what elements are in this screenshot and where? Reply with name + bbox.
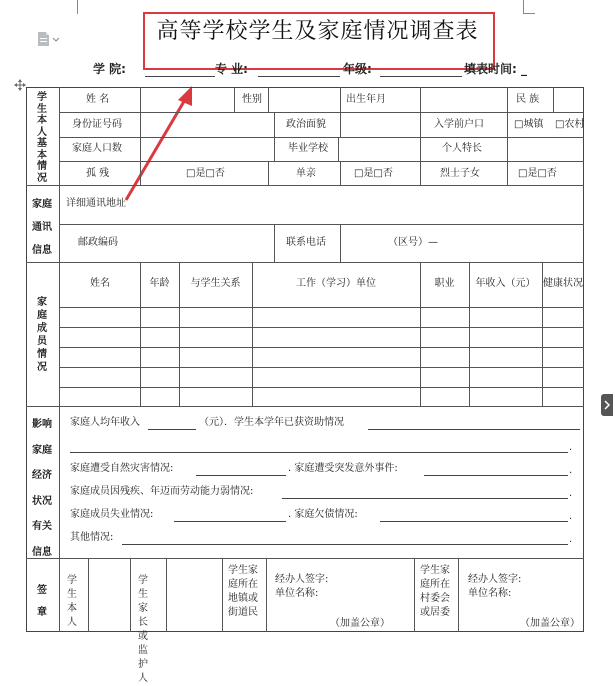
page-corner-mark-left bbox=[77, 0, 78, 14]
line4-end-dot: . bbox=[569, 511, 573, 522]
col-line bbox=[340, 161, 341, 185]
debt-field[interactable] bbox=[380, 521, 568, 522]
school-field[interactable] bbox=[145, 76, 215, 77]
section-divider bbox=[26, 558, 584, 559]
orphan-checkbox[interactable]: □是□否 bbox=[186, 168, 225, 179]
address-label: 详细通讯地址 bbox=[66, 198, 126, 209]
birth-label: 出生年月 bbox=[346, 94, 386, 105]
page-corner-mark-right bbox=[523, 0, 524, 14]
col-line bbox=[268, 161, 269, 185]
ethnicity-label: 民 族 bbox=[516, 94, 540, 105]
school-grad-label: 毕业学校 bbox=[288, 143, 328, 154]
line3-end-dot: . bbox=[569, 488, 573, 499]
unemployment-field[interactable] bbox=[174, 521, 286, 522]
col-line bbox=[340, 224, 341, 262]
aid-field-line2[interactable] bbox=[70, 452, 568, 453]
zip-label: 邮政编码 bbox=[78, 237, 118, 248]
family-col-name: 姓名 bbox=[90, 278, 110, 289]
street-unit-label: 单位名称: bbox=[275, 588, 319, 599]
accident-field[interactable] bbox=[424, 475, 568, 476]
col-line bbox=[268, 87, 269, 112]
debt-label: . 家庭欠债情况: bbox=[288, 509, 358, 520]
aid-label: （元）．学生本学年已获资助情况 bbox=[199, 417, 344, 428]
col-line bbox=[420, 161, 421, 185]
col-line bbox=[420, 112, 421, 161]
street-stamp-label: （加盖公章） bbox=[330, 618, 390, 629]
line1-end-dot: . bbox=[569, 442, 573, 453]
gender-label: 性别 bbox=[242, 94, 262, 105]
street-office-label: 学生家庭所在地镇或街道民 bbox=[228, 565, 258, 618]
page-corner-mark-right-h bbox=[523, 13, 535, 14]
document-icon[interactable] bbox=[36, 31, 62, 51]
section-divider bbox=[26, 406, 584, 407]
unemployment-label: 家庭成员失业情况: bbox=[70, 509, 154, 520]
family-col-employer: 工作（学习）单位 bbox=[296, 278, 376, 289]
row-line bbox=[59, 161, 584, 162]
disaster-field[interactable] bbox=[196, 475, 286, 476]
page-title: 高等学校学生及家庭情况调查表 bbox=[156, 19, 479, 44]
phone-label: 联系电话 bbox=[286, 237, 326, 248]
row-line bbox=[59, 367, 584, 368]
grade-field[interactable] bbox=[380, 76, 462, 77]
accident-label: . 家庭遭受突发意外事件: bbox=[288, 463, 398, 474]
row-line bbox=[59, 112, 584, 113]
col-line bbox=[507, 87, 508, 112]
expand-arrow-icon[interactable] bbox=[601, 394, 613, 416]
section-divider bbox=[26, 262, 584, 263]
row-line bbox=[59, 387, 584, 388]
major-label: 专 业: bbox=[215, 62, 248, 76]
section4-label: 影响家庭经济状况有关信息 bbox=[32, 419, 52, 558]
line2-end-dot: . bbox=[569, 465, 573, 476]
col-line bbox=[553, 87, 554, 112]
family-col-health: 健康状况 bbox=[543, 278, 583, 289]
income-label: 家庭人均年收入 bbox=[70, 417, 140, 428]
disaster-label: 家庭遭受自然灾害情况: bbox=[70, 463, 174, 474]
col-line bbox=[340, 87, 341, 112]
area-code-label: （区号）— bbox=[388, 237, 438, 248]
label-column-line bbox=[59, 87, 60, 632]
family-col-relation: 与学生关系 bbox=[190, 278, 241, 289]
table-move-icon[interactable] bbox=[14, 76, 26, 88]
col-line bbox=[414, 558, 415, 632]
id-number-label: 身份证号码 bbox=[72, 119, 122, 130]
village-stamp-label: （加盖公章） bbox=[520, 618, 580, 629]
col-line bbox=[130, 558, 131, 632]
col-line bbox=[507, 161, 508, 185]
row-line bbox=[59, 137, 584, 138]
col-line bbox=[266, 558, 267, 632]
rural-checkbox[interactable]: □农村 bbox=[555, 119, 585, 130]
col-line bbox=[340, 112, 341, 137]
col-line bbox=[338, 137, 339, 161]
name-label: 姓 名 bbox=[86, 94, 110, 105]
col-line bbox=[234, 87, 235, 112]
disability-field[interactable] bbox=[282, 498, 568, 499]
col-line bbox=[222, 558, 223, 632]
section1-label: 学生本人基本情况 bbox=[37, 92, 47, 184]
col-line bbox=[274, 224, 275, 262]
col-line bbox=[140, 87, 141, 185]
fill-time-label: 填表时间: _ bbox=[464, 62, 527, 76]
other-field[interactable] bbox=[122, 544, 568, 545]
orphan-label: 孤 残 bbox=[86, 168, 110, 179]
student-signature-label: 学生本人 bbox=[67, 575, 77, 628]
col-line bbox=[420, 87, 421, 112]
village-signer-label: 经办人签字: bbox=[468, 574, 522, 585]
family-size-label: 家庭人口数 bbox=[72, 143, 122, 154]
section2-label: 家庭通讯信息 bbox=[32, 199, 52, 256]
guardian-signature-label: 学生家长或监护人 bbox=[138, 575, 148, 684]
family-col-age: 年龄 bbox=[149, 278, 170, 289]
grade-label: 年级: bbox=[343, 62, 372, 76]
row-line bbox=[59, 307, 584, 308]
specialty-label: 个人特长 bbox=[442, 143, 482, 154]
row-line bbox=[59, 327, 584, 328]
single-parent-label: 单亲 bbox=[296, 168, 316, 179]
single-parent-checkbox[interactable]: □是□否 bbox=[354, 168, 393, 179]
title-highlight-box bbox=[143, 12, 495, 70]
major-field[interactable] bbox=[258, 76, 340, 77]
col-line bbox=[166, 558, 167, 632]
martyr-label: 烈士子女 bbox=[440, 168, 480, 179]
disability-label: 家庭成员因残疾、年迈而劳动能力弱情况: bbox=[70, 486, 254, 497]
col-line bbox=[88, 558, 89, 632]
family-col-occupation: 职业 bbox=[434, 278, 455, 289]
section3-label: 家庭成员情况 bbox=[37, 297, 47, 373]
aid-field[interactable] bbox=[368, 429, 580, 430]
section-divider bbox=[26, 185, 584, 186]
village-unit-label: 单位名称: bbox=[468, 588, 512, 599]
town-checkbox[interactable]: □城镇 bbox=[514, 119, 544, 130]
col-line bbox=[274, 112, 275, 161]
income-field[interactable] bbox=[148, 429, 196, 430]
village-office-label: 学生家庭所在村委会或居委 bbox=[420, 565, 450, 618]
row-line bbox=[59, 224, 584, 225]
other-label: 其他情况: bbox=[70, 532, 114, 543]
street-signer-label: 经办人签字: bbox=[275, 574, 329, 585]
row-line bbox=[59, 347, 584, 348]
martyr-checkbox[interactable]: □是□否 bbox=[518, 168, 557, 179]
col-line bbox=[458, 558, 459, 632]
political-label: 政治面貌 bbox=[286, 119, 326, 130]
family-col-income: 年收入（元） bbox=[475, 278, 536, 289]
school-label: 学 院: bbox=[93, 62, 126, 76]
col-line bbox=[507, 112, 508, 161]
section5-label: 签章 bbox=[37, 585, 47, 618]
hukou-label: 入学前户口 bbox=[434, 119, 484, 130]
line5-end-dot: . bbox=[569, 534, 573, 545]
